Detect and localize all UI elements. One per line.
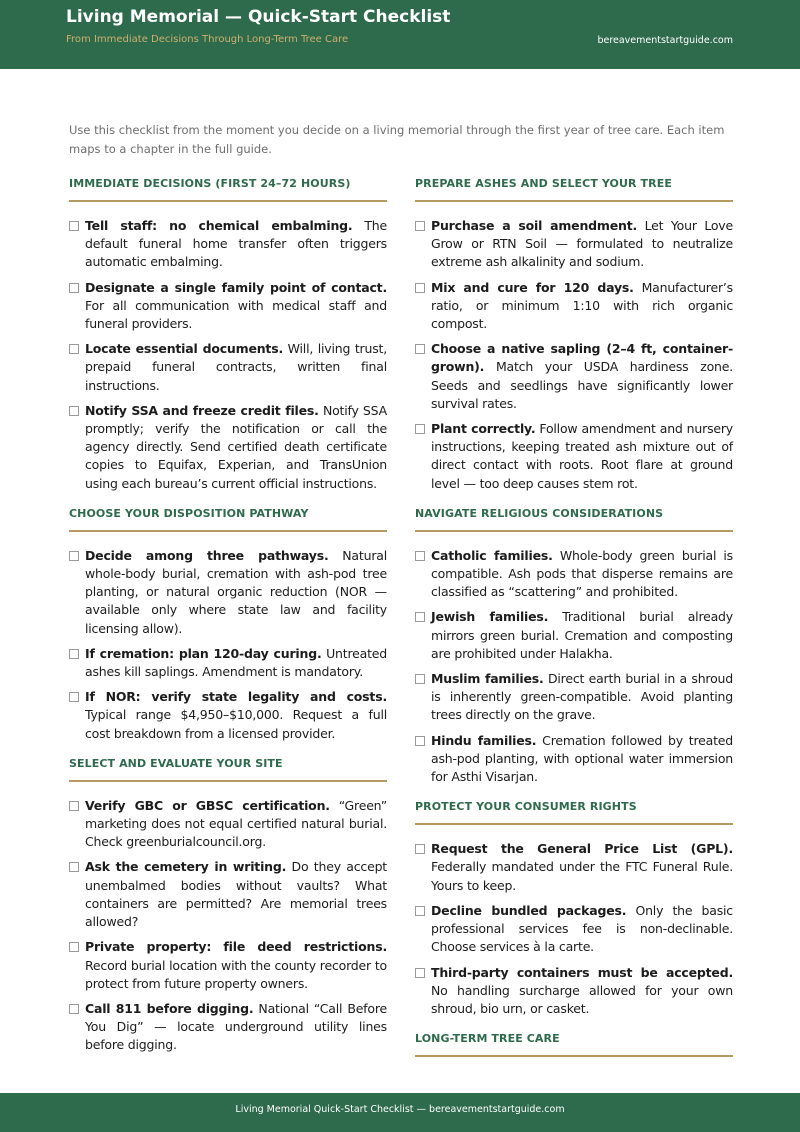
- section-title: IMMEDIATE DECISIONS (FIRST 24–72 HOURS): [69, 177, 387, 202]
- item-text: Match your USDA hardiness zone. Seeds and seedlings have significantly lower survival rates.: [431, 359, 733, 411]
- checkbox[interactable]: [415, 612, 425, 622]
- section-title: CHOOSE YOUR DISPOSITION PATHWAY: [69, 507, 387, 532]
- checklist-item: [69, 797, 387, 852]
- item-heading: Hindu families.: [431, 732, 537, 748]
- checkbox[interactable]: [415, 424, 425, 434]
- checklist-item: [415, 340, 733, 413]
- item-heading: Ask the cemetery in writing.: [85, 859, 287, 875]
- checklist-item: [415, 964, 733, 1019]
- checkbox[interactable]: [415, 551, 425, 561]
- checkbox[interactable]: [415, 968, 425, 978]
- item-heading: Designate a single family point of contact.: [85, 279, 387, 295]
- checkbox[interactable]: [415, 221, 425, 231]
- checklist-item: [415, 217, 733, 272]
- checkbox[interactable]: [69, 862, 79, 872]
- checkbox[interactable]: [69, 406, 79, 416]
- item-text: Typical range $4,950–$10,000. Request a full cost breakdown from a licensed provider.: [85, 707, 387, 741]
- checklist-item: [69, 279, 387, 334]
- checklist-item: [69, 1000, 387, 1055]
- item-heading: Catholic families.: [431, 547, 553, 563]
- section-title: NAVIGATE RELIGIOUS CONSIDERATIONS: [415, 507, 733, 532]
- checklist-item: [415, 670, 733, 725]
- section-navigate-religious-considerations: [415, 507, 733, 786]
- checklist-item: [69, 340, 387, 395]
- checkbox[interactable]: [415, 344, 425, 354]
- checkbox[interactable]: [69, 283, 79, 293]
- item-text: Natural whole-body burial, cremation with ash-pod tree planting, or natural organic reduction (NOR — available only where state law and facility licensing allow).: [85, 547, 387, 636]
- checklist-item: [69, 547, 387, 638]
- item-text: Manufacturer’s ratio, or minimum 1:10 with rich organic compost.: [431, 279, 733, 332]
- checkbox[interactable]: [69, 942, 79, 952]
- checkbox[interactable]: [415, 674, 425, 684]
- item-text: Do they accept unembalmed bodies without vaults? What containers are permitted? Are memorial trees allowed?: [85, 859, 388, 930]
- section-title: LONG-TERM TREE CARE: [415, 1032, 733, 1057]
- checklist-item: [69, 645, 387, 681]
- checklist-item: [69, 688, 387, 743]
- checklist-item: [415, 902, 733, 957]
- item-text: The default funeral home transfer often triggers automatic embalming.: [85, 218, 387, 270]
- checklist: [69, 797, 387, 1055]
- section-title: PREPARE ASHES AND SELECT YOUR TREE: [415, 177, 733, 202]
- page-subtitle: From Immediate Decisions Through Long-Term Tree Care: [66, 34, 349, 45]
- item-heading: Decline bundled packages.: [431, 902, 627, 918]
- checkbox[interactable]: [69, 692, 79, 702]
- page-title: Living Memorial — Quick-Start Checklist: [66, 7, 451, 27]
- item-text: Only the basic professional services fee is non-declinable. Choose services à la carte.: [431, 902, 733, 955]
- left-column: [69, 177, 387, 1069]
- item-heading: If cremation: plan 120-day curing.: [85, 645, 322, 661]
- item-text: Let Your Love Grow or RTN Soil — formulated to neutralize extreme ash alkalinity and sodium.: [431, 218, 733, 270]
- checkbox[interactable]: [69, 649, 79, 659]
- section-long-term-tree-care: [415, 1032, 733, 1057]
- page-footer: Living Memorial Quick-Start Checklist — bereavementstartguide.com: [0, 1093, 800, 1132]
- checklist-item: [69, 217, 387, 272]
- page-header: [0, 0, 800, 69]
- item-text: No handling surcharge allowed for your own shroud, bio urn, or casket.: [431, 982, 733, 1016]
- item-heading: If NOR: verify state legality and costs.: [85, 689, 387, 705]
- item-text: Untreated ashes kill saplings. Amendment is mandatory.: [85, 645, 387, 680]
- site-url: bereavementstartguide.com: [597, 35, 733, 46]
- item-heading: Purchase a soil amendment.: [431, 218, 638, 233]
- item-heading: Mix and cure for 120 days.: [431, 279, 634, 295]
- item-text: Direct earth burial in a shroud is inherently green-compatible. Avoid planting trees directly on the grave.: [431, 671, 733, 723]
- checklist: [69, 217, 387, 493]
- checkbox[interactable]: [415, 844, 425, 854]
- section-choose-your-disposition-pathway: [69, 507, 387, 743]
- right-column: [415, 177, 733, 1072]
- checkbox[interactable]: [415, 283, 425, 293]
- checklist-item: [415, 420, 733, 493]
- item-heading: Plant correctly.: [431, 421, 536, 437]
- item-text: Record burial location with the county recorder to protect from future property owners.: [85, 957, 387, 991]
- checkbox[interactable]: [69, 1004, 79, 1014]
- item-heading: Choose a native sapling (2–4 ft, container-grown).: [431, 341, 733, 375]
- checkbox[interactable]: [69, 801, 79, 811]
- item-text: Whole-body green burial is compatible. Ash pods that disperse remains are classified as “scattering” and prohibited.: [431, 547, 733, 600]
- checklist-item: [415, 608, 733, 663]
- section-prepare-ashes-and-select-your-tree: [415, 177, 733, 493]
- checklist-item: [415, 279, 733, 334]
- section-title: PROTECT YOUR CONSUMER RIGHTS: [415, 800, 733, 825]
- item-text: National “Call Before You Dig” — locate underground utility lines before digging.: [85, 1000, 387, 1053]
- item-heading: Call 811 before digging.: [85, 1000, 254, 1016]
- item-heading: Jewish families.: [431, 609, 549, 625]
- checklist-item: [69, 858, 387, 931]
- item-text: “Green” marketing does not equal certified natural burial. Check greenburialcouncil.org.: [85, 797, 387, 850]
- item-heading: Third-party containers must be accepted.: [431, 964, 733, 980]
- item-text: Federally mandated under the FTC Funeral Rule. Yours to keep.: [431, 859, 733, 893]
- item-text: For all communication with medical staff and funeral providers.: [85, 297, 387, 332]
- checkbox[interactable]: [69, 344, 79, 354]
- item-heading: Request the General Price List (GPL).: [431, 841, 733, 857]
- item-heading: Muslim families.: [431, 671, 544, 687]
- checklist-item: [415, 732, 733, 787]
- section-select-and-evaluate-your-site: [69, 757, 387, 1055]
- checkbox[interactable]: [415, 736, 425, 746]
- checklist: [69, 547, 387, 743]
- checklist: [415, 217, 733, 493]
- section-immediate-decisions-first-24-72-hours: [69, 177, 387, 493]
- item-heading: Private property: file deed restrictions.: [85, 939, 387, 955]
- checklist-item: [415, 840, 733, 895]
- checklist-item: [69, 938, 387, 993]
- section-protect-your-consumer-rights: [415, 800, 733, 1018]
- item-heading: Decide among three pathways.: [85, 547, 329, 563]
- item-text: Notify SSA promptly; verify the notification or call the agency directly. Send certified death certificate copies to Equifax, Experian, and TransUnion using each bureau’s current official instructions.: [85, 402, 387, 491]
- item-heading: Locate essential documents.: [85, 341, 283, 357]
- checkbox[interactable]: [415, 906, 425, 916]
- checklist: [415, 840, 733, 1018]
- checklist-item: [69, 402, 387, 493]
- checklist: [415, 547, 733, 786]
- item-text: Follow amendment and nursery instructions, keeping treated ash mixture out of direct contact with roots. Root flare at ground level — too deep causes stem rot.: [431, 421, 734, 491]
- item-text: Cremation followed by treated ash-pod planting, with optional water immersion for Asthi Visarjan.: [431, 732, 733, 785]
- item-heading: Verify GBC or GBSC certification.: [85, 797, 330, 813]
- item-text: Will, living trust, prepaid funeral contracts, written final instructions.: [85, 341, 387, 393]
- item-text: Traditional burial already mirrors green burial. Cremation and composting are prohibited under Halakha.: [431, 609, 733, 661]
- section-title: SELECT AND EVALUATE YOUR SITE: [69, 757, 387, 782]
- item-heading: Notify SSA and freeze credit files.: [85, 402, 319, 418]
- checkbox[interactable]: [69, 221, 79, 231]
- checkbox[interactable]: [69, 551, 79, 561]
- intro-text: Use this checklist from the moment you decide on a living memorial through the first year of tree care. Each item maps to a chapter in the full guide.: [69, 123, 725, 156]
- item-heading: Tell staff: no chemical embalming.: [85, 218, 353, 233]
- checklist-item: [415, 547, 733, 602]
